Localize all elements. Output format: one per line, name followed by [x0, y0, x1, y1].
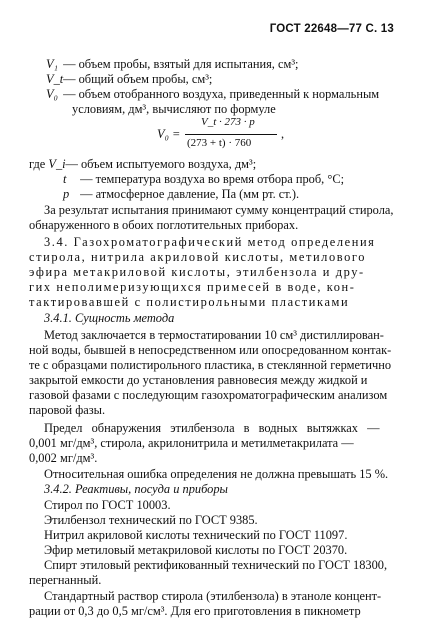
formula-tail: , — [281, 127, 285, 141]
var-v0: V₀ — [46, 87, 58, 101]
definition-vt-text: — общий объем пробы, см³; — [63, 72, 213, 86]
list-item: Нитрил акриловой кислоты технический по ГОСТ 11097. — [44, 528, 348, 542]
page-header: ГОСТ 22648—77 С. 13 — [269, 23, 394, 35]
var-vt: V_t — [46, 72, 64, 86]
paragraph-line: За результат испытания принимают сумму концентраций стирола, — [44, 203, 394, 217]
paragraph-line: те с образцами полистирольного пластика, в стеклянной герметично — [29, 358, 392, 372]
formula — [157, 116, 277, 156]
paragraph-line: Метод заключается в термостатировании 10 см³ дистиллирован- — [44, 328, 384, 342]
paragraph-line: обнаруженного в обоих поглотительных приборах. — [29, 218, 299, 232]
definition-v1-text: — объем пробы, взятый для испытания, см³; — [63, 57, 299, 71]
list-item: Этилбензол технический по ГОСТ 9385. — [44, 513, 258, 527]
formula-denominator: (273 + t) · 760 — [187, 137, 252, 149]
subsection-heading: 3.4.1. Сущность метода — [44, 311, 175, 325]
paragraph-line: рации от 0,3 до 0,5 мг/см³. Для его приготовления в пикнометр — [29, 604, 361, 618]
fraction-bar — [185, 134, 277, 135]
var-v1: V₁ — [46, 57, 58, 71]
section-heading-line: эфира метакриловой кислоты, этилбензола и дру- — [29, 265, 365, 279]
var-p: p — [63, 187, 70, 201]
list-item: перегнанный. — [29, 573, 102, 587]
where-p-text: — атмосферное давление, Па (мм рт. ст.). — [80, 187, 300, 201]
section-heading-line: тактировавшей с полистирольными пластиками — [29, 295, 350, 309]
where-label: где — [29, 157, 46, 171]
paragraph-line: ной воды, бывшей в непосредственном или опосредованном контак- — [29, 343, 392, 357]
where-t — [63, 172, 344, 187]
where-p — [63, 187, 299, 202]
where-vi — [29, 157, 256, 172]
paragraph-line: Относительная ошибка определения не должна превышать 15 %. — [44, 467, 389, 481]
paragraph-line: Стандартный раствор стирола (этилбензола) в этаноле концент- — [44, 589, 382, 603]
formula-numerator: V_t · 273 · p — [201, 116, 255, 128]
paragraph-line: газовой фазами с последующим газохроматографическим анализом — [29, 388, 388, 402]
definition-v0-text: — объем отобранного воздуха, приведенный к нормальным — [63, 87, 380, 101]
definition-vt — [46, 72, 212, 87]
formula-lhs: V₀ = — [157, 127, 181, 141]
section-heading-line: 3.4. Газохроматографический метод определения — [44, 235, 376, 249]
section-heading-line: стирола, нитрила акриловой кислоты, метилового — [29, 250, 367, 264]
var-t: t — [63, 172, 67, 186]
list-item: Стирол по ГОСТ 10003. — [44, 498, 171, 512]
definition-v0 — [46, 87, 379, 102]
paragraph-line: 0,002 мг/дм³. — [29, 451, 98, 465]
paragraph-line: 0,001 мг/дм³, стирола, акрилонитрила и метилметакрилата — — [29, 436, 354, 450]
var-vi: V_i — [48, 157, 66, 171]
paragraph-line: закрытой емкости до установления равновесия между жидкой и — [29, 373, 368, 387]
definition-v0-cont: условиям, дм³, вычисляют по формуле — [72, 102, 276, 116]
list-item: Спирт этиловый ректификованный технический по ГОСТ 18300, — [44, 558, 388, 572]
section-heading-line: гих неполимеризующихся примесей в воде, кон- — [29, 280, 356, 294]
definition-v1 — [46, 57, 298, 72]
subsection-heading: 3.4.2. Реактивы, посуда и приборы — [44, 482, 228, 496]
list-item: Эфир метиловый метакриловой кислоты по ГОСТ 20370. — [44, 543, 348, 557]
where-t-text: — температура воздуха во время отбора проб, °С; — [80, 172, 345, 186]
where-vi-text: — объем испытуемого воздуха, дм³; — [65, 157, 257, 171]
paragraph-line: паровой фазы. — [29, 403, 106, 417]
paragraph-line: Предел обнаружения этилбензола в водных вытяжках — — [44, 421, 380, 435]
